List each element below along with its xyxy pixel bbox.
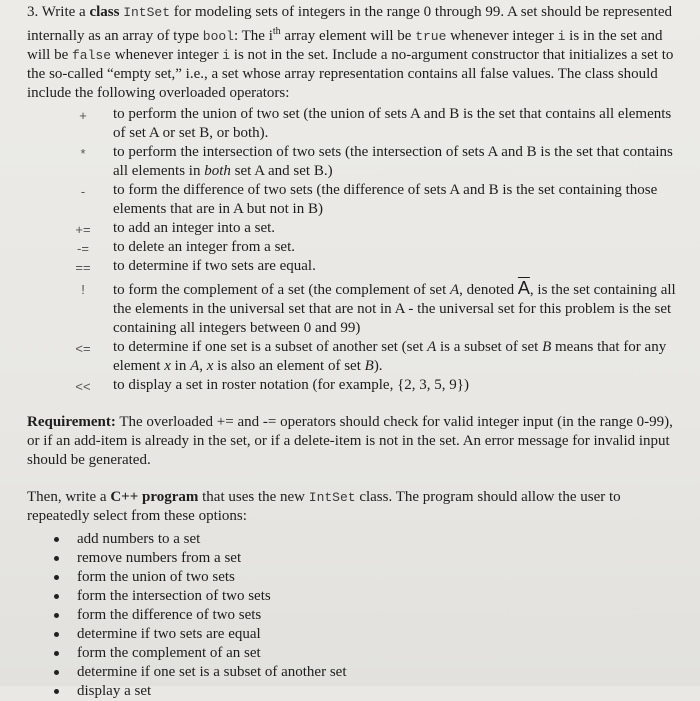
code-false: false [72, 48, 112, 63]
code-intset: IntSet [123, 5, 170, 20]
operator-item [27, 338, 682, 376]
operator-item [27, 279, 682, 338]
option-item: remove numbers from a set [27, 549, 682, 568]
requirement-paragraph [27, 413, 682, 470]
bullet-icon [54, 537, 59, 542]
bullet-icon [54, 594, 59, 599]
keyword-class: class [89, 4, 120, 20]
intro-paragraph [27, 3, 682, 103]
operator-item [27, 376, 682, 395]
intro-text: : The i [233, 28, 273, 44]
operator-item [27, 257, 682, 276]
superscript-th: th [272, 26, 281, 37]
operator-symbol: << [75, 379, 91, 394]
bullet-icon [54, 556, 59, 561]
option-item: form the complement of an set [27, 644, 682, 663]
option-item: form the intersection of two sets [27, 587, 682, 606]
operator-item [27, 219, 682, 238]
operator-description: to perform the intersection of two sets (the intersection of sets A and B is the set that contains all elements in both set A and set B.) [113, 144, 673, 179]
operator-item [27, 105, 682, 143]
operator-description: to form the complement of a set (the complement of set A, denoted $\overline{A}$, is the set containing all the elements in the universal set that are not in A - the universal set for this problem is the set containing all integers between 0 and 99) [113, 278, 676, 336]
requirement-text: The overloaded += and -= operators should check for valid integer input (in the range 0-99), or if an add-item is already in the set, or if a delete-item is not in the set. An error message for invalid input should be generated. [27, 414, 673, 468]
operator-symbol: * [80, 146, 86, 161]
operator-description: to delete an integer from a set. [113, 239, 296, 255]
option-item: form the union of two sets [27, 568, 682, 587]
operator-item [27, 143, 682, 181]
operator-symbol: <= [75, 341, 91, 356]
operator-list [27, 105, 682, 395]
code-true: true [415, 29, 447, 44]
operator-description: to determine if two sets are equal. [113, 258, 316, 274]
complement-symbol: $\overline{A}$ [517, 278, 530, 298]
intro-text: whenever integer [446, 28, 558, 44]
keyword-cpp-program: C++ program [110, 489, 199, 505]
intro-text: array element will be [280, 28, 416, 44]
option-item: add numbers to a set [27, 530, 682, 549]
options-list [27, 530, 682, 701]
operator-symbol: == [75, 260, 91, 275]
operator-symbol: -= [77, 241, 89, 256]
intro-text: for modeling sets of integers in the range 0 through 99. A set should be represented internally as an array of type [27, 4, 672, 44]
operator-description: to perform the union of two set (the union of sets A and B is the set that contains all elements of set A or set B, or both). [113, 106, 672, 141]
intro-text: whenever integer [111, 47, 223, 63]
code-bool: bool [202, 29, 234, 44]
operator-symbol: + [79, 108, 87, 123]
bullet-icon [54, 651, 59, 656]
bullet-icon [54, 689, 59, 694]
option-item: determine if two sets are equal [27, 625, 682, 644]
code-i: i [222, 48, 231, 63]
code-i: i [557, 29, 566, 44]
operator-symbol: ! [81, 282, 85, 297]
bullet-icon [54, 575, 59, 580]
operator-description: to display a set in roster notation (for example, {2, 3, 5, 9}) [113, 377, 469, 393]
operator-item [27, 181, 682, 219]
intro-text: is in the set and will be [27, 28, 663, 63]
operator-description: to form the difference of two sets (the difference of sets A and B is the set containing those elements that are in A but not in B) [113, 182, 658, 217]
operator-symbol: += [75, 222, 91, 237]
code-intset: IntSet [308, 490, 356, 505]
bullet-icon [54, 613, 59, 618]
operator-description: to add an integer into a set. [113, 220, 276, 236]
intro-text: 3. Write a [27, 4, 90, 20]
operator-description: to determine if one set is a subset of another set (set A is a subset of set B means that for any element x in A, x is also an element of set B). [113, 339, 667, 374]
intro-text: is not in the set. Include a no-argument constructor that initializes a set to the so-called “empty set,” i.e., a set whose array representation contains all false values. The class should include the following overloaded operators: [27, 47, 674, 101]
operator-item [27, 238, 682, 257]
option-item: form the difference of two sets [27, 606, 682, 625]
option-item: display a set [27, 682, 682, 701]
option-item: determine if one set is a subset of another set [27, 663, 682, 682]
bullet-icon [54, 632, 59, 637]
program-paragraph: Then, write a C++ program that uses the new IntSet class. The program should allow the user to repeatedly select from these options: [27, 489, 621, 524]
bullet-icon [54, 670, 59, 675]
requirement-label: Requirement: [27, 414, 116, 430]
operator-symbol: - [80, 184, 86, 199]
